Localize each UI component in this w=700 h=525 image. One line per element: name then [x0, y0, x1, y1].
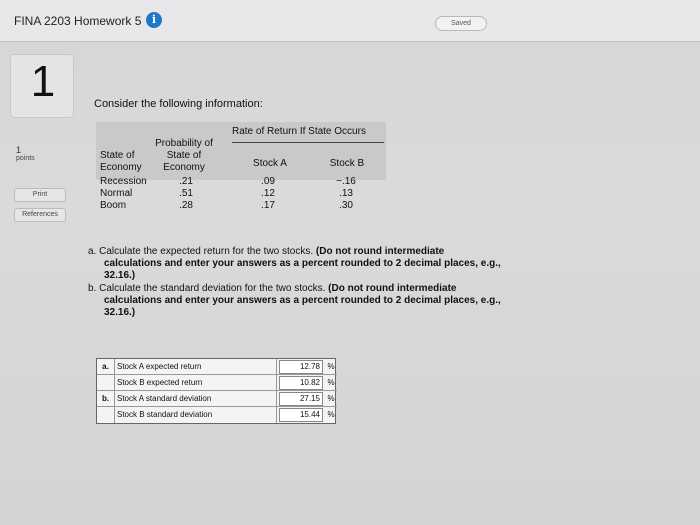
top-bar [0, 0, 700, 42]
header-rule [232, 142, 384, 143]
points-value: 1 [16, 145, 22, 155]
answer-row [97, 407, 337, 423]
question-b-instruction-3: 32.16.) [104, 307, 136, 318]
percent-unit: % [327, 378, 335, 387]
question-b-text: b. Calculate the standard deviation for the two stocks. [88, 283, 329, 294]
row-stock-b: .13 [339, 188, 353, 199]
state-header-2: Economy [100, 162, 142, 173]
answer-part-letter [97, 407, 115, 423]
row-state: Recession [100, 176, 147, 187]
question-a-line-2 [104, 258, 501, 270]
state-header-1: State of [100, 150, 135, 161]
rate-of-return-header: Rate of Return If State Occurs [232, 126, 366, 137]
question-number: 1 [30, 57, 56, 106]
row-stock-a: .17 [261, 200, 275, 211]
row-state: Boom [100, 200, 127, 211]
answer-label: Stock A expected return [117, 359, 277, 375]
stock-a-expected-return-input[interactable]: 12.78 [279, 360, 323, 374]
row-stock-a: .12 [261, 188, 275, 199]
row-stock-b: −.16 [336, 176, 356, 187]
prob-header-2: State of [166, 150, 202, 161]
data-table [96, 122, 390, 222]
question-a-line-3 [104, 270, 135, 282]
question-number-box [10, 54, 74, 118]
question-b-line-3 [104, 307, 135, 319]
answer-part-letter: b. [97, 391, 115, 407]
assignment-title: FINA 2203 Homework 5 [14, 14, 142, 28]
question-a-instruction-3: 32.16.) [104, 270, 136, 281]
print-button[interactable]: Print [14, 188, 66, 202]
references-button[interactable]: References [14, 208, 66, 222]
answer-table [96, 358, 336, 424]
question-a-text: a. Calculate the expected return for the two stocks. [88, 246, 316, 257]
question-a-instruction: (Do not round intermediate [315, 246, 445, 257]
answer-label: Stock A standard deviation [117, 391, 277, 407]
question-a-line-1 [88, 246, 444, 258]
answer-row [97, 359, 337, 375]
answer-row [97, 391, 337, 407]
stock-b-expected-return-input[interactable]: 10.82 [279, 376, 323, 390]
prompt-text: Consider the following information: [94, 98, 263, 110]
question-b-line-1 [88, 283, 456, 295]
stock-b-header: Stock B [329, 158, 365, 169]
row-stock-a: .09 [261, 176, 275, 187]
row-prob: .21 [179, 176, 193, 187]
points-label: points [16, 155, 35, 162]
prob-header-3: Economy [163, 162, 205, 173]
answer-label: Stock B expected return [117, 375, 277, 391]
answer-part-letter [97, 375, 115, 391]
question-b-instruction: (Do not round intermediate [328, 283, 457, 294]
prob-header-1: Probability of [155, 138, 213, 149]
question-a-instruction-2: calculations and enter your answers as a percent rounded to 2 decimal places, e.g., [104, 258, 501, 269]
answer-label: Stock B standard deviation [117, 407, 277, 423]
stock-a-header: Stock A [253, 158, 287, 169]
stock-b-standard-deviation-input[interactable]: 15.44 [279, 408, 323, 422]
saved-badge: Saved [435, 16, 487, 31]
row-stock-b: .30 [339, 200, 353, 211]
answer-row [97, 375, 337, 391]
row-prob: .28 [179, 200, 193, 211]
percent-unit: % [327, 394, 335, 403]
row-prob: .51 [179, 188, 193, 199]
answer-part-letter: a. [97, 359, 115, 375]
stock-a-standard-deviation-input[interactable]: 27.15 [279, 392, 323, 406]
percent-unit: % [327, 362, 335, 371]
percent-unit: % [327, 410, 335, 419]
question-b-instruction-2: calculations and enter your answers as a percent rounded to 2 decimal places, e.g., [104, 295, 501, 306]
question-b-line-2 [104, 295, 501, 307]
row-state: Normal [100, 188, 133, 199]
info-icon[interactable]: i [146, 12, 162, 28]
